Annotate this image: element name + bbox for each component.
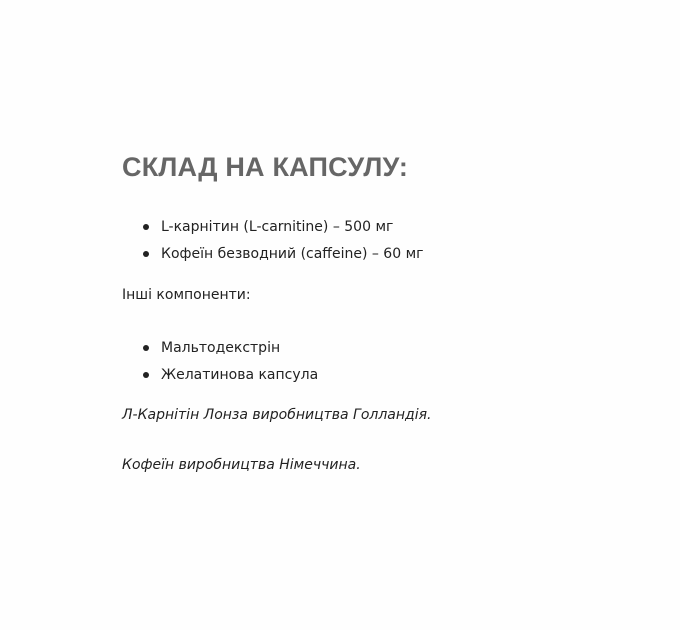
ingredient-text: L-карнітин (L-carnitine) – 500 мг	[161, 219, 394, 235]
component-text: Мальтодекстрін	[161, 340, 281, 356]
origin-note-carnitine: Л-Карнітін Лонза виробництва Голландія.	[122, 407, 432, 423]
composition-heading: СКЛАД НА КАПСУЛУ:	[122, 152, 409, 182]
bullet-icon	[143, 251, 149, 257]
list-item	[122, 335, 642, 362]
product-composition	[122, 150, 642, 475]
list-item	[122, 214, 642, 241]
ingredients-list	[122, 214, 642, 268]
ingredient-text: Кофеїн безводний (caffeine) – 60 мг	[161, 246, 424, 262]
component-text: Желатинова капсула	[161, 367, 319, 383]
list-item	[122, 241, 642, 268]
origin-note-caffeine: Кофеїн виробництва Німеччина.	[122, 457, 361, 473]
other-components-label: Інші компоненти:	[122, 287, 251, 303]
bullet-icon	[143, 224, 149, 230]
other-components-list	[122, 335, 642, 389]
list-item	[122, 362, 642, 389]
bullet-icon	[143, 372, 149, 378]
bullet-icon	[143, 345, 149, 351]
